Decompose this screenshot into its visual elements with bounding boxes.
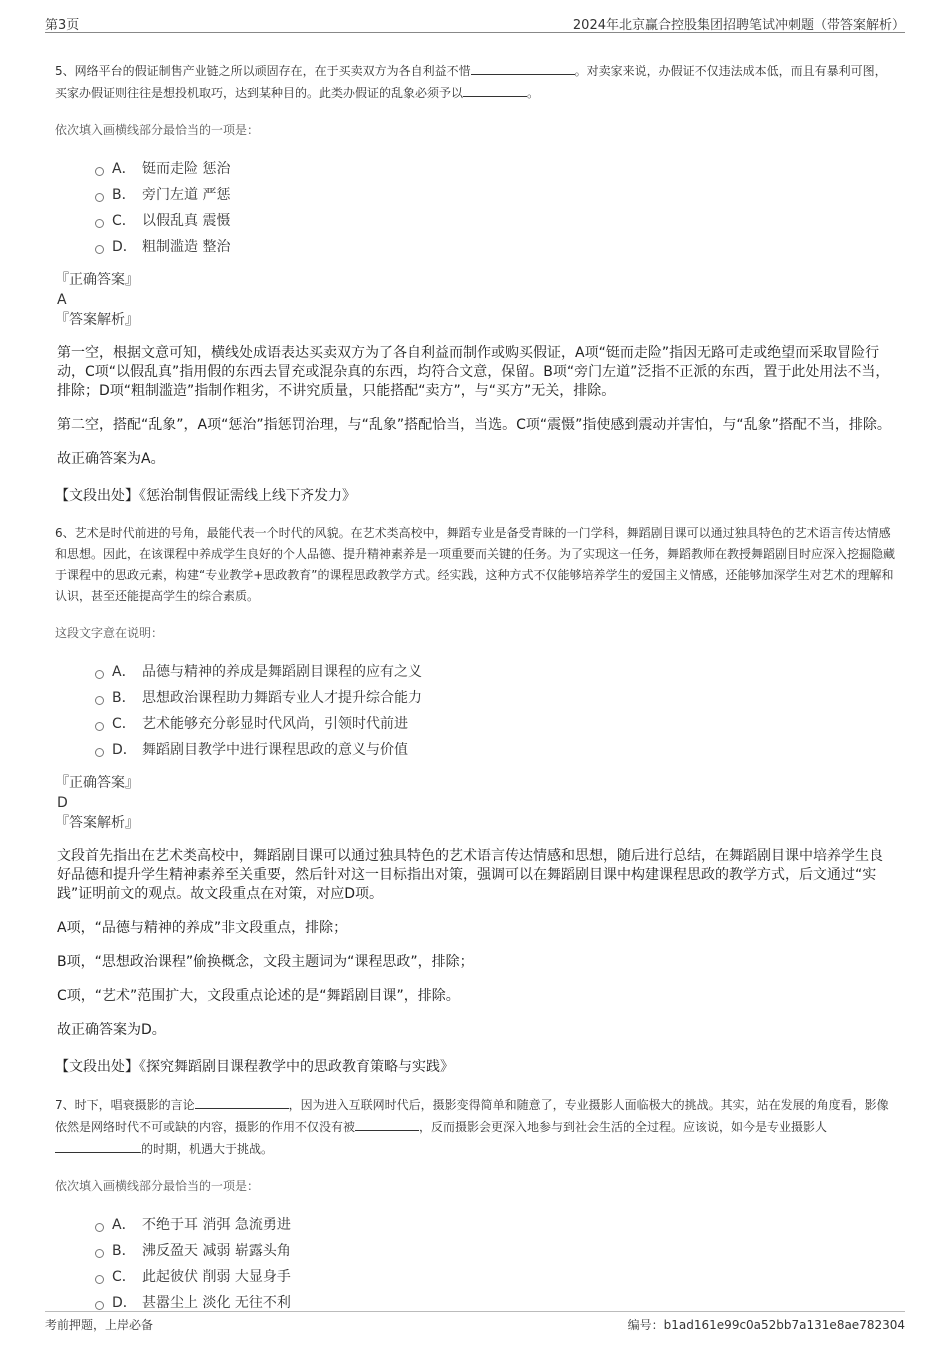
radio-icon[interactable]: [95, 167, 104, 176]
answer-label: 『正确答案』: [55, 272, 139, 288]
radio-icon[interactable]: [95, 193, 104, 202]
radio-icon[interactable]: [95, 670, 104, 679]
option-c[interactable]: C． 此起彼伏 削弱 大显身手: [95, 1264, 895, 1290]
fill-blank: [471, 60, 575, 75]
analysis-label: 『答案解析』: [55, 312, 139, 328]
explanation-paragraph: C项，“艺术”范围扩大，文段重点论述的是“舞蹈剧目课”，排除。: [57, 988, 460, 1004]
correct-answer: A: [57, 292, 67, 308]
question-prompt: 依次填入画横线部分最恰当的一项是：: [55, 1179, 260, 1193]
radio-icon[interactable]: [95, 722, 104, 731]
option-d[interactable]: D． 舞蹈剧目教学中进行课程思政的意义与价值: [95, 737, 895, 763]
question-6: [55, 523, 895, 1076]
question-stem: 7、时下，唱衰摄影的言论 ，因为进入互联网时代后，摄影变得简单和随意了，专业摄影人面临极大的挑战。其实，站在发展的角度看，影像依然是网络时代不可或缺的内容，摄影的作用不仅没有被 ，反而摄影会更深入地参与到社会生活的全过程。应该说，如今是专业摄影人的时期，机遇大于挑战。: [55, 1094, 895, 1160]
option-b[interactable]: B． 思想政治课程助力舞蹈专业人才提升综合能力: [95, 685, 895, 711]
radio-icon[interactable]: [95, 748, 104, 757]
radio-icon[interactable]: [95, 245, 104, 254]
option-b[interactable]: B． 旁门左道 严惩: [95, 182, 895, 208]
document-title: 2024年北京赢合控股集团招聘笔试冲刺题（带答案解析）: [572, 18, 905, 33]
analysis-label: 『答案解析』: [55, 815, 139, 831]
fill-blank: [463, 82, 527, 97]
explanation-paragraph: 文段首先指出在艺术类高校中，舞蹈剧目课可以通过独具特色的艺术语言传达情感和思想，随后进行总结，在舞蹈剧目课中培养学生良好品德和提升学生精神素养至关重要，然后针对这一目标指出对策，强调可以在舞蹈剧目课中构建课程思政的教学方式，后文通过“实践”证明前文的观点。故文段重点在对策，对应D项。: [57, 848, 883, 902]
page-number: 第3页: [45, 18, 80, 33]
option-d[interactable]: D． 甚嚣尘上 淡化 无往不利: [95, 1290, 895, 1316]
option-c[interactable]: C． 以假乱真 震慑: [95, 208, 895, 234]
radio-icon[interactable]: [95, 696, 104, 705]
source-citation: 【文段出处】《探究舞蹈剧目课程教学中的思政教育策略与实践》: [55, 1059, 454, 1075]
option-b[interactable]: B． 沸反盈天 减弱 崭露头角: [95, 1238, 895, 1264]
question-7: [55, 1094, 895, 1316]
radio-icon[interactable]: [95, 1275, 104, 1284]
question-stem: 6、艺术是时代前进的号角，最能代表一个时代的风貌。在艺术类高校中，舞蹈专业是备受青睐的一门学科，舞蹈剧目课可以通过独具特色的艺术语言传达情感和思想。因此，在该课程中养成学生良好的个人品德、提升精神素养是一项重要而关键的任务。为了实现这一任务，舞蹈教师在教授舞蹈剧目时应深入挖掘隐藏于课程中的思政元素，构建“专业教学+思政教育”的课程思政教学方式。经实践，这种方式不仅能够培养学生的爱国主义情感，还能够加深学生对艺术的理解和认识，甚至还能提高学生的综合素质。: [55, 526, 896, 603]
option-a[interactable]: A． 铤而走险 惩治: [95, 156, 895, 182]
radio-icon[interactable]: [95, 1249, 104, 1258]
document-serial: 编号：b1ad161e99c0a52bb7a131e8ae782304: [627, 1318, 905, 1332]
explanation-paragraph: 故正确答案为A。: [57, 451, 165, 467]
option-a[interactable]: A． 不绝于耳 消弭 急流勇进: [95, 1212, 895, 1238]
answer-label: 『正确答案』: [55, 775, 139, 791]
question-prompt: 依次填入画横线部分最恰当的一项是：: [55, 123, 260, 137]
page-content: [55, 60, 895, 1326]
radio-icon[interactable]: [95, 1301, 104, 1310]
question-stem: 5、网络平台的假证制售产业链之所以顽固存在，在于买卖双方为各自利益不惜 。对卖家来说，办假证不仅违法成本低，而且有暴利可图，买家办假证则往往是想投机取巧，达到某种目的。此类办假证的乱象必须予以 。: [55, 60, 895, 104]
explanation-paragraph: 故正确答案为D。: [57, 1022, 166, 1038]
source-citation: 【文段出处】《惩治制售假证需线上线下齐发力》: [55, 488, 356, 504]
explanation-paragraph: 第一空，根据文意可知，横线处成语表达买卖双方为了各自利益而制作或购买假证，A项“铤而走险”指因无路可走或绝望而采取冒险行动，C项“以假乱真”指用假的东西去冒充或混杂真的东西，均符合文意，保留。B项“旁门左道”泛指不正派的东西，置于此处用法不当，排除；D项“粗制滥造”指制作粗劣，不讲究质量，只能搭配“卖方”，与“买方”无关，排除。: [57, 345, 890, 399]
explanation-paragraph: A项，“品德与精神的养成”非文段重点，排除；: [57, 920, 348, 936]
options-list: [95, 659, 895, 763]
explanation-paragraph: B项，“思想政治课程”偷换概念，文段主题词为“课程思政”，排除；: [57, 954, 474, 970]
option-a[interactable]: A． 品德与精神的养成是舞蹈剧目课程的应有之义: [95, 659, 895, 685]
page-footer: [45, 1311, 905, 1336]
option-c[interactable]: C． 艺术能够充分彰显时代风尚，引领时代前进: [95, 711, 895, 737]
option-d[interactable]: D． 粗制滥造 整治: [95, 234, 895, 260]
fill-blank: [355, 1116, 419, 1131]
question-5: [55, 60, 895, 505]
options-list: [95, 156, 895, 260]
question-prompt: 这段文字意在说明：: [55, 626, 164, 640]
options-list: [95, 1212, 895, 1316]
footer-slogan: 考前押题，上岸必备: [45, 1318, 154, 1332]
correct-answer: D: [57, 795, 68, 811]
radio-icon[interactable]: [95, 219, 104, 228]
fill-blank: [195, 1094, 289, 1109]
explanation-paragraph: 第二空，搭配“乱象”，A项“惩治”指惩罚治理，与“乱象”搭配恰当，当选。C项“震慑”指使感到震动并害怕，与“乱象”搭配不当，排除。: [57, 417, 891, 433]
radio-icon[interactable]: [95, 1223, 104, 1232]
page-header: [45, 14, 905, 33]
fill-blank: [55, 1138, 141, 1153]
